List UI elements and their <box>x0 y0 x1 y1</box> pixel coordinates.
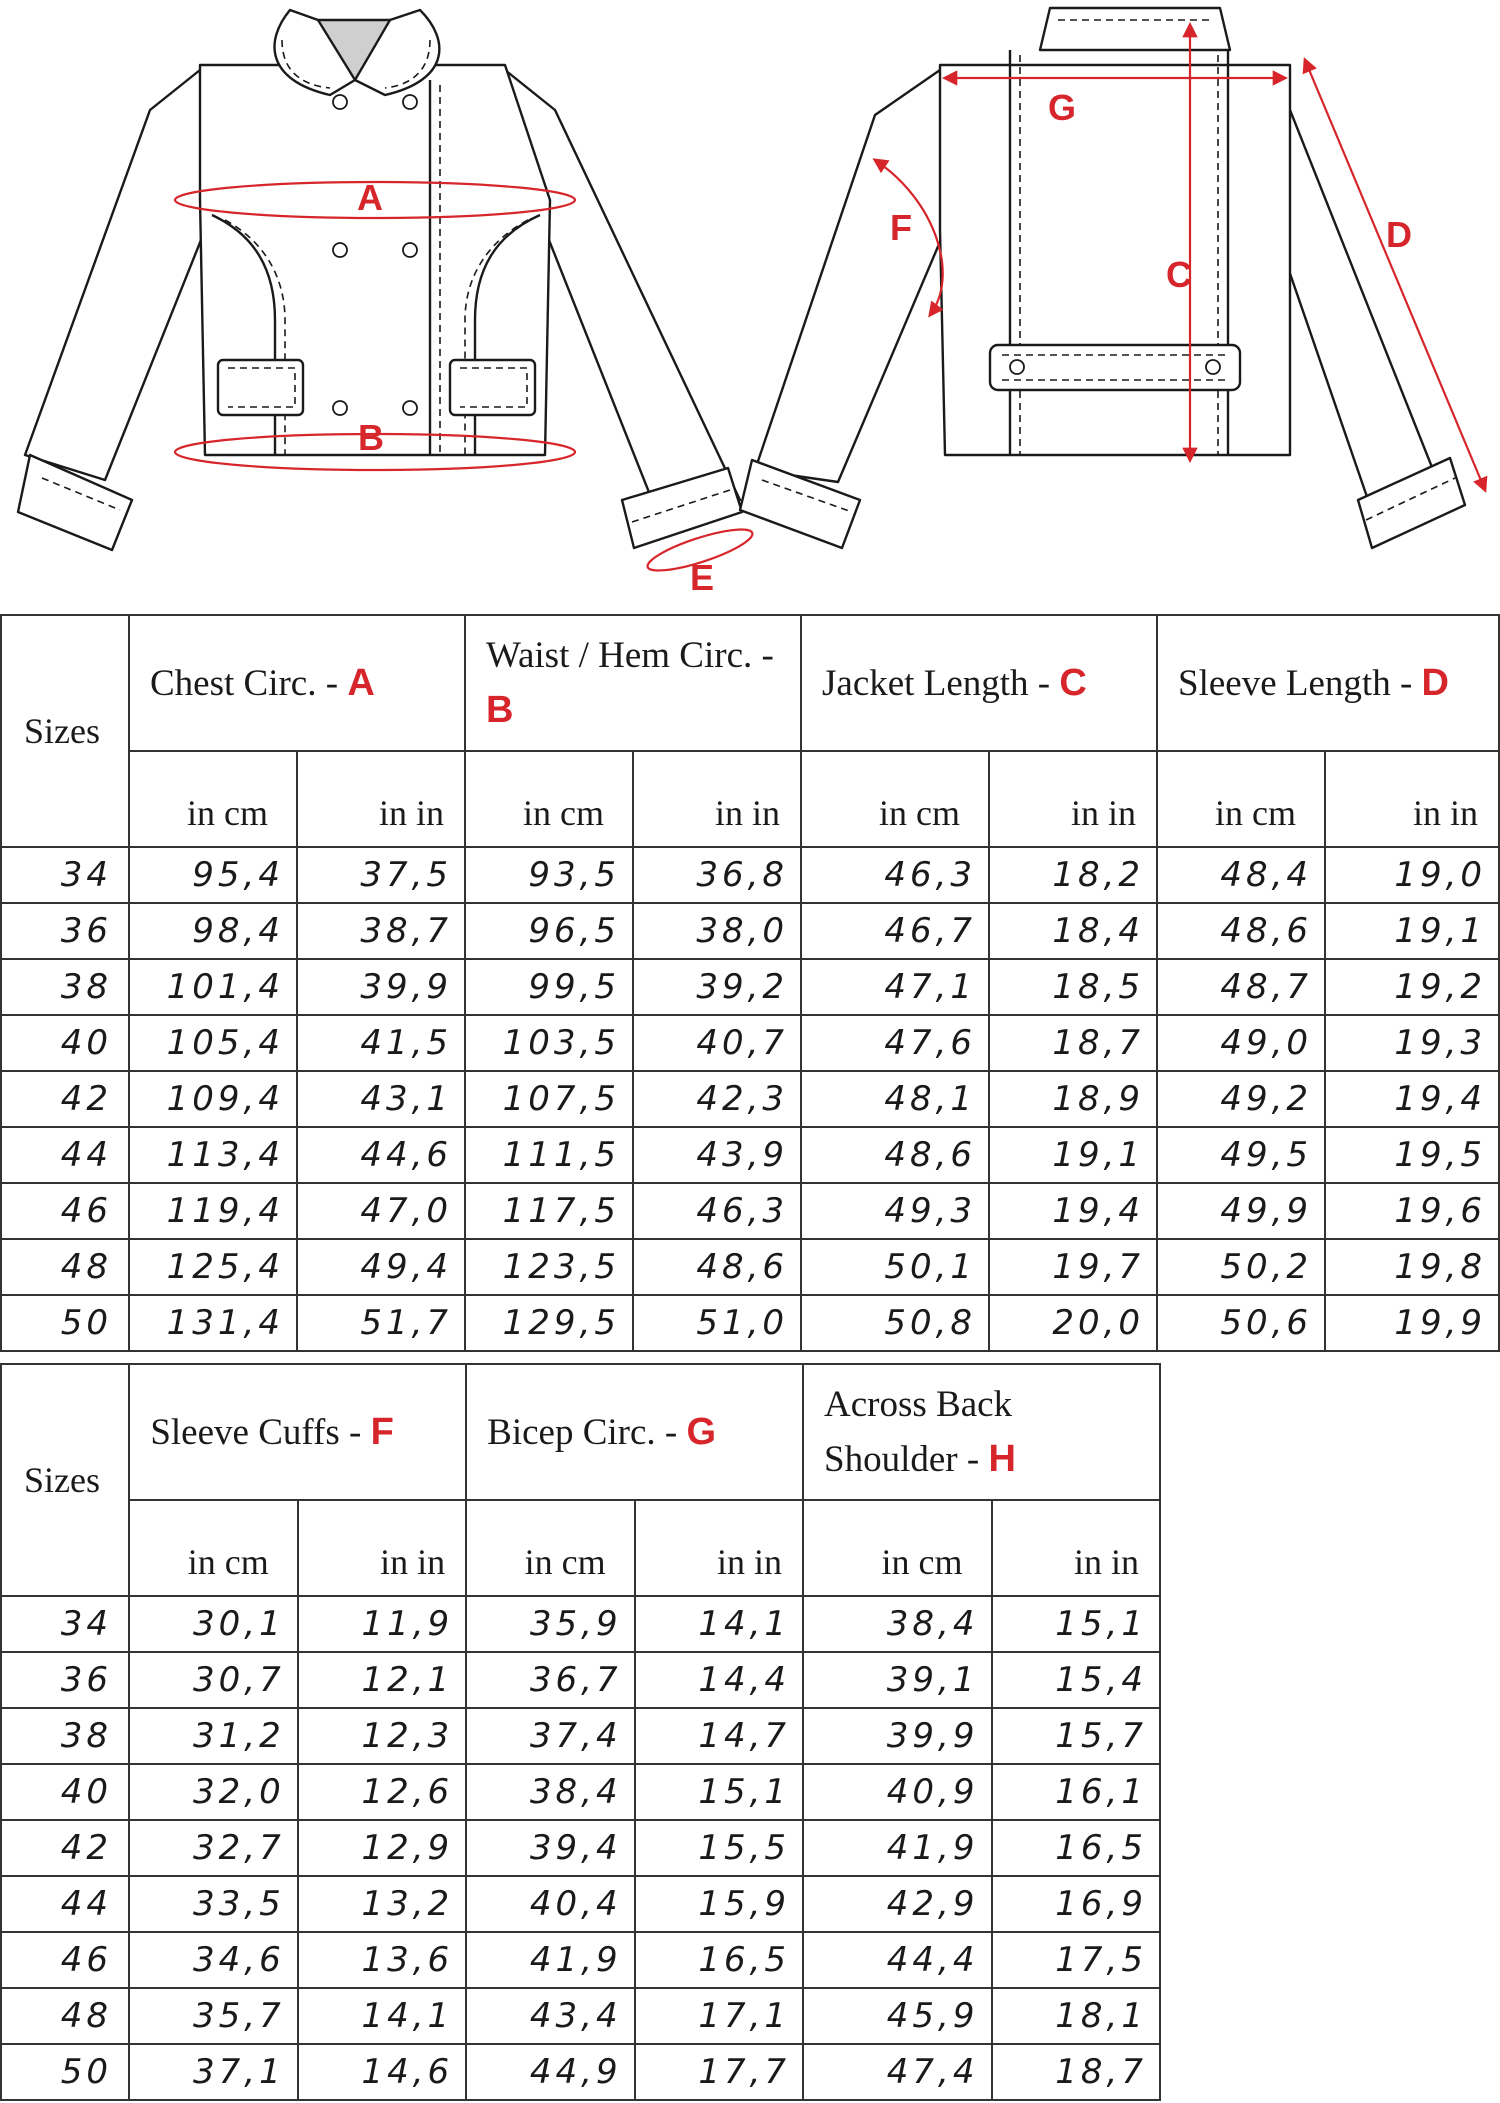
table-cell: 18,9 <box>989 1071 1157 1127</box>
table-cell: 48,1 <box>801 1071 989 1127</box>
table-cell: 15,5 <box>635 1820 803 1876</box>
table-cell: 38,4 <box>466 1764 634 1820</box>
table-cell: 16,9 <box>992 1876 1161 1932</box>
table-group-header-row <box>1 615 1499 751</box>
table-cell: 41,5 <box>297 1015 465 1071</box>
table-cell: 99,5 <box>465 959 633 1015</box>
size-value: 36 <box>60 1660 112 1700</box>
unit-header: in in <box>297 751 465 847</box>
table-cell: 14,1 <box>635 1596 803 1652</box>
table-cell: 51,7 <box>297 1295 465 1351</box>
table-cell: 111,5 <box>465 1127 633 1183</box>
table-cell: 45,9 <box>803 1988 991 2044</box>
unit-header: in cm <box>129 1500 297 1596</box>
table-cell: 36,8 <box>633 847 801 903</box>
size-cell <box>1 1071 129 1127</box>
size-value: 48 <box>60 1247 112 1287</box>
size-cell <box>1 1015 129 1071</box>
table-cell: 19,5 <box>1325 1127 1499 1183</box>
table-cell: 15,1 <box>635 1764 803 1820</box>
table-cell: 19,6 <box>1325 1183 1499 1239</box>
table-cell: 30,7 <box>129 1652 297 1708</box>
table-cell: 46,3 <box>633 1183 801 1239</box>
size-value: 46 <box>60 1940 112 1980</box>
table-cell: 14,6 <box>298 2044 466 2100</box>
table-cell: 39,4 <box>466 1820 634 1876</box>
table-cell: 103,5 <box>465 1015 633 1071</box>
table-cell: 46,7 <box>801 903 989 959</box>
table-unit-header-row <box>1 1500 1160 1596</box>
table-row <box>1 1295 1499 1351</box>
table-cell: 39,1 <box>803 1652 991 1708</box>
table-cell: 47,6 <box>801 1015 989 1071</box>
table-cell: 113,4 <box>129 1127 297 1183</box>
measure-label-a: A <box>357 177 383 218</box>
table-row <box>1 1932 1160 1988</box>
table-row <box>1 1652 1160 1708</box>
size-cell <box>1 2044 129 2100</box>
table-cell: 49,4 <box>297 1239 465 1295</box>
table-cell: 49,0 <box>1157 1015 1325 1071</box>
table-group-header-row <box>1 1364 1160 1500</box>
table-cell: 19,9 <box>1325 1295 1499 1351</box>
table-cell: 18,2 <box>989 847 1157 903</box>
sizes-header: Sizes <box>1 1364 129 1596</box>
table-cell: 17,1 <box>635 1988 803 2044</box>
table-cell: 38,4 <box>803 1596 991 1652</box>
table-cell: 44,9 <box>466 2044 634 2100</box>
table-cell: 14,1 <box>298 1988 466 2044</box>
size-cell <box>1 959 129 1015</box>
table-body <box>1 1596 1160 2100</box>
table-cell: 16,5 <box>635 1932 803 1988</box>
table-cell: 119,4 <box>129 1183 297 1239</box>
table-cell: 19,4 <box>1325 1071 1499 1127</box>
group-header-across-back: Across Back Shoulder - H <box>803 1364 1160 1500</box>
table-cell: 18,4 <box>989 903 1157 959</box>
table-cell: 12,3 <box>298 1708 466 1764</box>
table-cell: 49,3 <box>801 1183 989 1239</box>
size-cell <box>1 1820 129 1876</box>
table-row <box>1 903 1499 959</box>
table-cell: 39,9 <box>803 1708 991 1764</box>
table-cell: 17,7 <box>635 2044 803 2100</box>
table-cell: 15,4 <box>992 1652 1161 1708</box>
measure-label-e: E <box>690 557 715 598</box>
table-cell: 19,3 <box>1325 1015 1499 1071</box>
jacket-illustration <box>0 0 1500 600</box>
table-row <box>1 1127 1499 1183</box>
table-cell: 39,9 <box>297 959 465 1015</box>
unit-header: in cm <box>466 1500 634 1596</box>
table-cell: 15,7 <box>992 1708 1161 1764</box>
table-cell: 48,4 <box>1157 847 1325 903</box>
size-value: 44 <box>60 1884 112 1924</box>
group-header-sleeve-cuffs: Sleeve Cuffs - F <box>129 1364 466 1500</box>
size-cell <box>1 1876 129 1932</box>
table-cell: 41,9 <box>466 1932 634 1988</box>
table-cell: 48,6 <box>633 1239 801 1295</box>
table-row <box>1 1708 1160 1764</box>
table-cell: 41,9 <box>803 1820 991 1876</box>
size-value: 42 <box>60 1828 112 1868</box>
table-cell: 11,9 <box>298 1596 466 1652</box>
table-row <box>1 847 1499 903</box>
unit-header: in in <box>1325 751 1499 847</box>
size-value: 50 <box>60 2052 112 2092</box>
table-cell: 38,0 <box>633 903 801 959</box>
table-cell: 117,5 <box>465 1183 633 1239</box>
group-header-waist: Waist / Hem Circ. - B <box>465 615 801 751</box>
table-cell: 44,6 <box>297 1127 465 1183</box>
table-cell: 14,7 <box>635 1708 803 1764</box>
table-cell: 123,5 <box>465 1239 633 1295</box>
unit-header: in in <box>633 751 801 847</box>
table-cell: 32,0 <box>129 1764 297 1820</box>
table-cell: 51,0 <box>633 1295 801 1351</box>
table-cell: 129,5 <box>465 1295 633 1351</box>
table-cell: 38,7 <box>297 903 465 959</box>
table-cell: 43,9 <box>633 1127 801 1183</box>
group-header-chest: Chest Circ. - A <box>129 615 465 751</box>
table-cell: 125,4 <box>129 1239 297 1295</box>
table-cell: 12,1 <box>298 1652 466 1708</box>
size-cell <box>1 1183 129 1239</box>
table-cell: 50,1 <box>801 1239 989 1295</box>
unit-header: in cm <box>1157 751 1325 847</box>
table-cell: 40,9 <box>803 1764 991 1820</box>
size-value: 50 <box>60 1303 112 1343</box>
table-cell: 47,0 <box>297 1183 465 1239</box>
table-cell: 43,4 <box>466 1988 634 2044</box>
size-value: 48 <box>60 1996 112 2036</box>
table-cell: 49,9 <box>1157 1183 1325 1239</box>
sizes-header: Sizes <box>1 615 129 847</box>
measure-label-d: D <box>1386 214 1412 255</box>
table-cell: 36,7 <box>466 1652 634 1708</box>
size-value: 40 <box>60 1772 112 1812</box>
table-cell: 35,7 <box>129 1988 297 2044</box>
unit-header: in cm <box>465 751 633 847</box>
unit-header: in in <box>635 1500 803 1596</box>
size-cell <box>1 1708 129 1764</box>
table-cell: 16,1 <box>992 1764 1161 1820</box>
table-cell: 49,5 <box>1157 1127 1325 1183</box>
table-row <box>1 1071 1499 1127</box>
size-cell <box>1 1988 129 2044</box>
unit-header: in in <box>989 751 1157 847</box>
size-cell <box>1 1295 129 1351</box>
size-value: 38 <box>60 967 112 1007</box>
table-cell: 49,2 <box>1157 1071 1325 1127</box>
table-cell: 48,6 <box>1157 903 1325 959</box>
table-cell: 101,4 <box>129 959 297 1015</box>
table-cell: 13,6 <box>298 1932 466 1988</box>
table-unit-header-row <box>1 751 1499 847</box>
unit-header: in in <box>992 1500 1161 1596</box>
table-cell: 37,1 <box>129 2044 297 2100</box>
table-cell: 12,6 <box>298 1764 466 1820</box>
front-view <box>18 10 756 598</box>
size-cell <box>1 1239 129 1295</box>
size-value: 40 <box>60 1023 112 1063</box>
table-cell: 50,2 <box>1157 1239 1325 1295</box>
table-cell: 107,5 <box>465 1071 633 1127</box>
table-cell: 105,4 <box>129 1015 297 1071</box>
table-cell: 109,4 <box>129 1071 297 1127</box>
table-cell: 93,5 <box>465 847 633 903</box>
table-cell: 15,9 <box>635 1876 803 1932</box>
table-cell: 44,4 <box>803 1932 991 1988</box>
table-row <box>1 1239 1499 1295</box>
unit-header: in cm <box>801 751 989 847</box>
table-cell: 18,5 <box>989 959 1157 1015</box>
size-cell <box>1 1596 129 1652</box>
table-cell: 47,4 <box>803 2044 991 2100</box>
group-header-sleeve-length: Sleeve Length - D <box>1157 615 1499 751</box>
table-cell: 19,1 <box>989 1127 1157 1183</box>
table-row <box>1 1183 1499 1239</box>
table-row <box>1 959 1499 1015</box>
table-cell: 46,3 <box>801 847 989 903</box>
table-cell: 13,2 <box>298 1876 466 1932</box>
table-cell: 48,6 <box>801 1127 989 1183</box>
table-cell: 50,6 <box>1157 1295 1325 1351</box>
table-cell: 39,2 <box>633 959 801 1015</box>
table-cell: 131,4 <box>129 1295 297 1351</box>
table-row <box>1 1876 1160 1932</box>
group-header-jacket-length: Jacket Length - C <box>801 615 1157 751</box>
size-value: 38 <box>60 1716 112 1756</box>
table-cell: 40,4 <box>466 1876 634 1932</box>
unit-header: in cm <box>129 751 297 847</box>
table-row <box>1 1988 1160 2044</box>
table-cell: 19,2 <box>1325 959 1499 1015</box>
size-cell <box>1 1127 129 1183</box>
size-value: 42 <box>60 1079 112 1119</box>
table-cell: 19,8 <box>1325 1239 1499 1295</box>
table-cell: 42,3 <box>633 1071 801 1127</box>
table-body <box>1 847 1499 1351</box>
size-value: 46 <box>60 1191 112 1231</box>
back-view <box>740 8 1485 548</box>
measure-label-b: B <box>358 417 384 458</box>
size-value: 44 <box>60 1135 112 1175</box>
table-cell: 32,7 <box>129 1820 297 1876</box>
size-value: 36 <box>60 911 112 951</box>
table-cell: 37,4 <box>466 1708 634 1764</box>
size-cell <box>1 1932 129 1988</box>
table-cell: 19,0 <box>1325 847 1499 903</box>
table-row <box>1 1820 1160 1876</box>
table-cell: 48,7 <box>1157 959 1325 1015</box>
table-cell: 20,0 <box>989 1295 1157 1351</box>
table-cell: 19,1 <box>1325 903 1499 959</box>
size-cell <box>1 847 129 903</box>
table-cell: 35,9 <box>466 1596 634 1652</box>
table-row <box>1 1015 1499 1071</box>
unit-header: in in <box>298 1500 466 1596</box>
table-cell: 19,7 <box>989 1239 1157 1295</box>
table-row <box>1 1764 1160 1820</box>
table-cell: 18,1 <box>992 1988 1161 2044</box>
table-cell: 37,5 <box>297 847 465 903</box>
table-row <box>1 1596 1160 1652</box>
table-cell: 33,5 <box>129 1876 297 1932</box>
table-cell: 16,5 <box>992 1820 1161 1876</box>
table-cell: 95,4 <box>129 847 297 903</box>
table-cell: 12,9 <box>298 1820 466 1876</box>
size-chart-table-1 <box>0 614 1500 1352</box>
table-row <box>1 2044 1160 2100</box>
table-cell: 40,7 <box>633 1015 801 1071</box>
measure-label-g: G <box>1048 87 1077 128</box>
table-cell: 14,4 <box>635 1652 803 1708</box>
size-cell <box>1 1652 129 1708</box>
size-cell <box>1 1764 129 1820</box>
table-cell: 47,1 <box>801 959 989 1015</box>
measure-label-f: F <box>890 207 912 248</box>
table-cell: 15,1 <box>992 1596 1161 1652</box>
unit-header: in cm <box>803 1500 991 1596</box>
table-cell: 18,7 <box>992 2044 1161 2100</box>
group-header-bicep: Bicep Circ. - G <box>466 1364 803 1500</box>
measure-label-c: C <box>1166 254 1192 295</box>
table-cell: 30,1 <box>129 1596 297 1652</box>
table-cell: 34,6 <box>129 1932 297 1988</box>
size-chart-table-2 <box>0 1363 1161 2101</box>
table-cell: 96,5 <box>465 903 633 959</box>
table-cell: 98,4 <box>129 903 297 959</box>
table-cell: 43,1 <box>297 1071 465 1127</box>
table-cell: 42,9 <box>803 1876 991 1932</box>
size-value: 34 <box>60 855 112 895</box>
size-cell <box>1 903 129 959</box>
size-value: 34 <box>60 1604 112 1644</box>
table-cell: 19,4 <box>989 1183 1157 1239</box>
table-cell: 17,5 <box>992 1932 1161 1988</box>
table-cell: 31,2 <box>129 1708 297 1764</box>
table-cell: 18,7 <box>989 1015 1157 1071</box>
table-cell: 50,8 <box>801 1295 989 1351</box>
